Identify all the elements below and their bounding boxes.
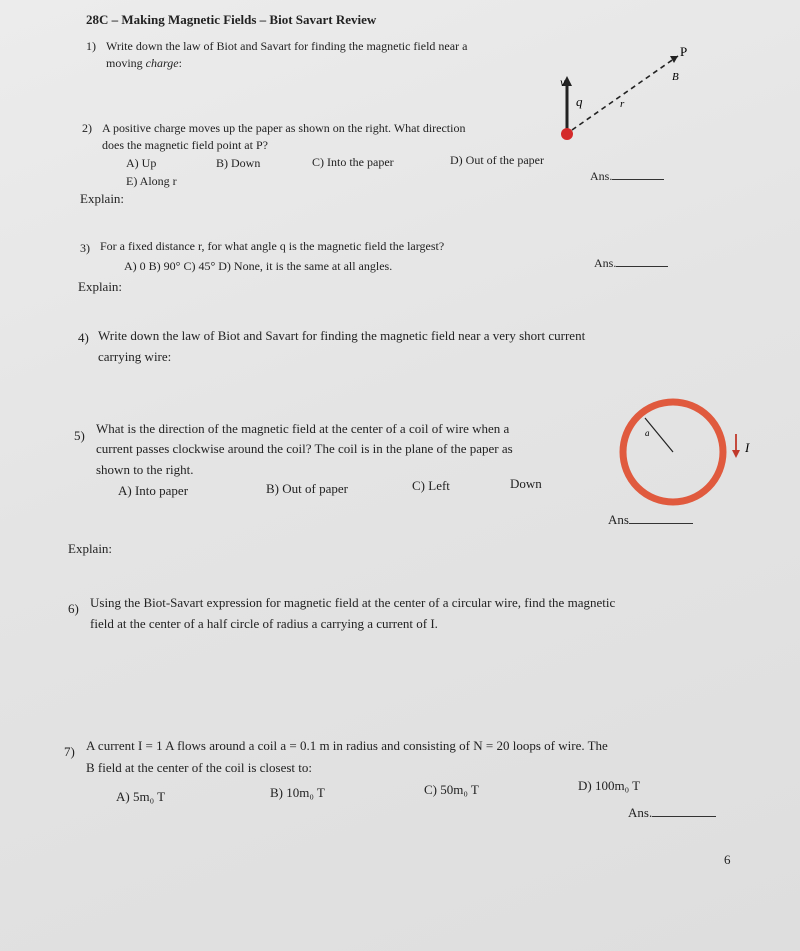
moving-charge-figure bbox=[550, 40, 710, 150]
page-title: 28C – Making Magnetic Fields – Biot Savart Review bbox=[86, 12, 377, 27]
r-vector-arrowhead-icon bbox=[670, 56, 678, 63]
q6-text-line1: Using the Biot-Savart expression for magnetic field at the center of a circular wire, find the magnetic bbox=[90, 595, 616, 610]
q5-option-b[interactable]: B) Out of paper bbox=[266, 481, 348, 496]
q3-explain-label: Explain: bbox=[78, 279, 123, 294]
q7-option-c[interactable]: C) 50m₀ T bbox=[424, 782, 479, 797]
q4-text-line2: carrying wire: bbox=[98, 349, 172, 364]
q2-text-line2: does the magnetic field point at P? bbox=[102, 138, 268, 152]
q2-option-c[interactable]: C) Into the paper bbox=[312, 155, 394, 169]
q5-answer-label: Ans bbox=[608, 512, 693, 528]
q6-text-line2: field at the center of a half circle of radius a carrying a current of I. bbox=[90, 616, 438, 631]
q7-text-line1: A current I = 1 A flows around a coil a = 0.1 m in radius and consisting of N = 20 loops of wire. The bbox=[86, 738, 608, 753]
q4-text-line1: Write down the law of Biot and Savart for finding the magnetic field near a very short current bbox=[98, 328, 586, 343]
q5-option-c[interactable]: C) Left bbox=[412, 478, 450, 493]
charge-dot bbox=[561, 128, 573, 140]
q1-number: 1) bbox=[86, 39, 96, 53]
q7-number: 7) bbox=[64, 744, 75, 759]
b-label: B bbox=[672, 71, 679, 83]
r-vector-line bbox=[572, 56, 678, 130]
q5-text-line1: What is the direction of the magnetic field at the center of a coil of wire when a bbox=[96, 421, 510, 436]
q2-explain-label: Explain: bbox=[80, 191, 125, 206]
q2-answer-blank[interactable] bbox=[612, 168, 664, 180]
q7-option-b[interactable]: B) 10m₀ T bbox=[270, 785, 325, 800]
q2-option-a[interactable]: A) Up bbox=[126, 156, 157, 170]
q5-text-line3: shown to the right. bbox=[96, 462, 194, 477]
r-label: r bbox=[620, 98, 625, 110]
v-label: v bbox=[560, 75, 566, 89]
q1-text-line2: moving charge: bbox=[106, 56, 182, 70]
q2-number: 2) bbox=[82, 121, 92, 135]
q5-number: 5) bbox=[74, 428, 85, 443]
coil-figure bbox=[615, 398, 775, 513]
q2-text-line1: A positive charge moves up the paper as shown on the right. What direction bbox=[102, 121, 466, 135]
q2-option-d[interactable]: D) Out of the paper bbox=[450, 153, 544, 167]
q5-text-line2: current passes clockwise around the coil? The coil is in the plane of the paper as bbox=[96, 441, 513, 456]
i-label: I bbox=[745, 440, 750, 455]
q2-option-b[interactable]: B) Down bbox=[216, 156, 261, 170]
a-label: a bbox=[645, 428, 650, 438]
q3-text-line1: For a fixed distance r, for what angle q is the magnetic field the largest? bbox=[100, 239, 445, 253]
q4-number: 4) bbox=[78, 330, 89, 345]
q7-answer-label: Ans. bbox=[628, 805, 716, 821]
page-number: 6 bbox=[724, 852, 731, 867]
q2-answer-label: Ans. bbox=[590, 168, 664, 184]
q-label: q bbox=[576, 94, 583, 109]
q7-option-a[interactable]: A) 5m₀ T bbox=[116, 789, 166, 804]
q5-answer-blank[interactable] bbox=[629, 512, 693, 524]
current-arrowhead-icon bbox=[732, 450, 740, 458]
p-label: P bbox=[680, 44, 688, 59]
q3-answer-blank[interactable] bbox=[616, 255, 668, 267]
q3-number: 3) bbox=[80, 241, 90, 255]
q5-option-a[interactable]: A) Into paper bbox=[118, 483, 189, 498]
q5-option-d[interactable]: Down bbox=[510, 476, 542, 491]
q7-option-d[interactable]: D) 100m₀ T bbox=[578, 778, 641, 793]
q3-options[interactable]: A) 0 B) 90° C) 45° D) None, it is the same at all angles. bbox=[124, 259, 393, 273]
q3-answer-label: Ans. bbox=[594, 255, 668, 271]
q1-text-line1: Write down the law of Biot and Savart for finding the magnetic field near a bbox=[106, 39, 468, 53]
q5-explain-label: Explain: bbox=[68, 541, 113, 556]
q2-option-e[interactable]: E) Along r bbox=[126, 174, 177, 188]
q7-answer-blank[interactable] bbox=[652, 805, 716, 817]
q7-text-line2: B field at the center of the coil is closest to: bbox=[86, 760, 312, 775]
q6-number: 6) bbox=[68, 601, 79, 616]
